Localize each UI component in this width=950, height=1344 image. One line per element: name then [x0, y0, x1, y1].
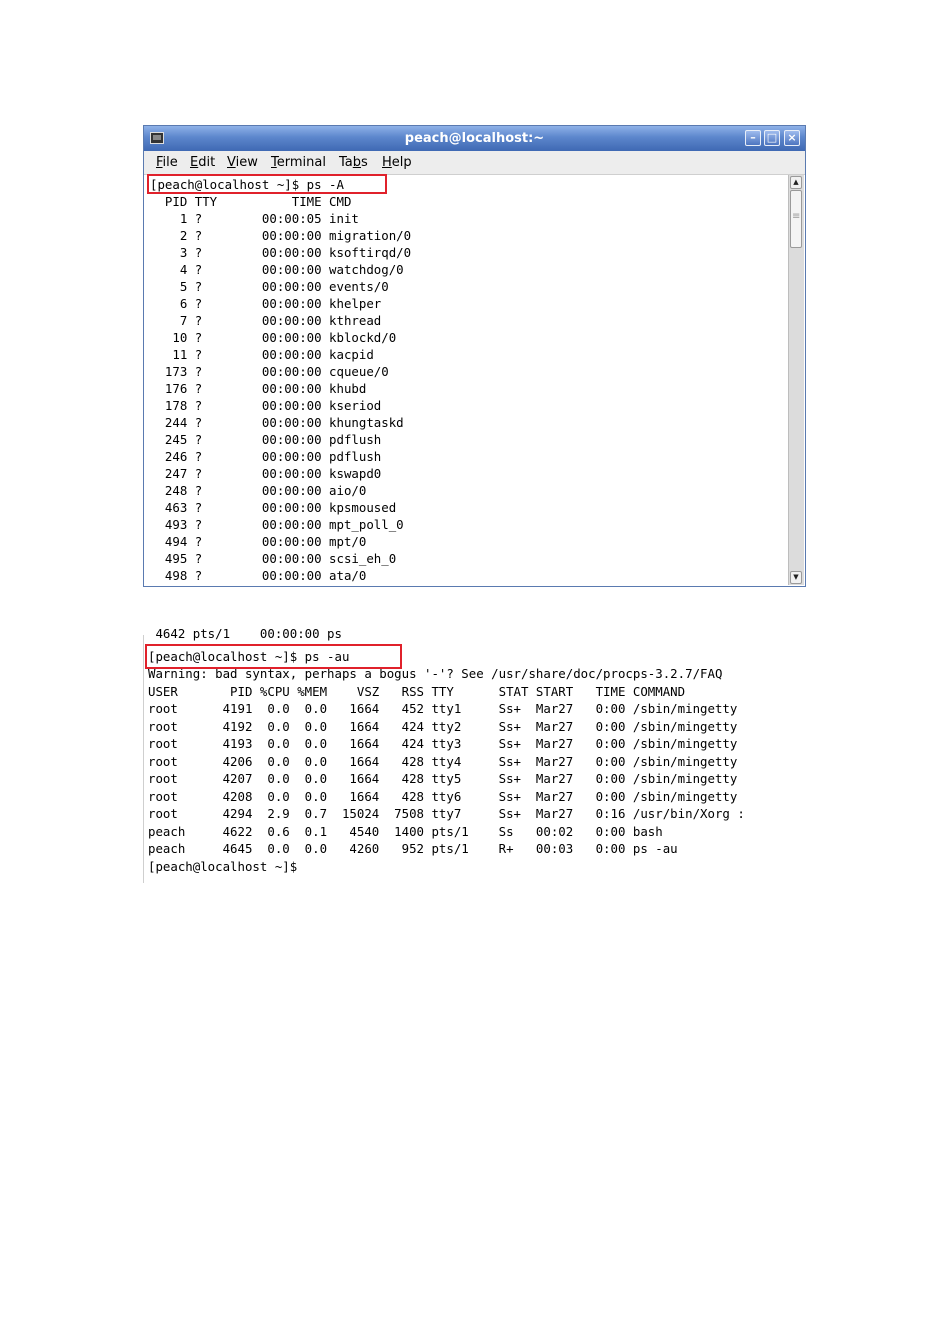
menu-view[interactable]: View [227, 155, 258, 170]
window-title: peach@localhost:~ [404, 131, 545, 146]
process-row: peach 4645 0.0 0.0 4260 952 pts/1 R+ 00:03 0:00 ps -au [148, 841, 678, 856]
process-row: 246 ? 00:00:00 pdflush [150, 449, 382, 464]
vertical-scrollbar[interactable] [788, 175, 804, 585]
process-row: 248 ? 00:00:00 aio/0 [150, 483, 367, 498]
process-row: 244 ? 00:00:00 khungtaskd [150, 415, 404, 430]
process-row: root 4192 0.0 0.0 1664 424 tty2 Ss+ Mar27 0:00 /sbin/mingetty [148, 719, 738, 734]
process-row: 4 ? 00:00:00 watchdog/0 [150, 262, 404, 277]
menu-edit[interactable]: Edit [190, 155, 216, 170]
command-highlight-box [147, 174, 387, 194]
process-row: root 4208 0.0 0.0 1664 428 tty6 Ss+ Mar27 0:00 /sbin/mingetty [148, 789, 738, 804]
menu-help[interactable]: Help [382, 155, 412, 170]
scroll-up-icon[interactable]: ▲ [790, 176, 802, 189]
process-row: 6 ? 00:00:00 khelper [150, 296, 382, 311]
menu-bar [144, 151, 805, 175]
minimize-button[interactable]: – [745, 130, 761, 146]
process-row: peach 4622 0.6 0.1 4540 1400 pts/1 Ss 00:02 0:00 bash [148, 824, 663, 839]
process-row: 178 ? 00:00:00 kseriod [150, 398, 382, 413]
table-header: PID TTY TIME CMD [150, 194, 352, 209]
process-row: root 4206 0.0 0.0 1664 428 tty4 Ss+ Mar27 0:00 /sbin/mingetty [148, 754, 738, 769]
terminal-output[interactable] [144, 175, 788, 586]
scrollbar-thumb[interactable] [790, 190, 802, 248]
process-row: 11 ? 00:00:00 kacpid [150, 347, 374, 362]
process-row: 247 ? 00:00:00 kswapd0 [150, 466, 382, 481]
command-line: [peach@localhost ~]$ ps -au [148, 649, 350, 664]
process-row: 463 ? 00:00:00 kpsmoused [150, 500, 397, 515]
title-bar[interactable] [144, 126, 805, 151]
process-row: 498 ? 00:00:00 ata/0 [150, 568, 367, 583]
process-row: 3 ? 00:00:00 ksoftirqd/0 [150, 245, 412, 260]
command-line: [peach@localhost ~]$ ps -A [150, 177, 344, 192]
table-header: USER PID %CPU %MEM VSZ RSS TTY STAT START TIME COMMAND [148, 684, 686, 699]
process-row: root 4193 0.0 0.0 1664 424 tty3 Ss+ Mar27 0:00 /sbin/mingetty [148, 736, 738, 751]
process-row: 493 ? 00:00:00 mpt_poll_0 [150, 517, 404, 532]
process-row: root 4294 2.9 0.7 15024 7508 tty7 Ss+ Mar27 0:16 /usr/bin/Xorg : [148, 806, 745, 821]
maximize-button[interactable]: □ [764, 130, 780, 146]
clipped-line: 4642 pts/1 00:00:00 ps [148, 626, 342, 641]
process-row: 245 ? 00:00:00 pdflush [150, 432, 382, 447]
command-highlight-box-second [145, 644, 402, 669]
process-row: 173 ? 00:00:00 cqueue/0 [150, 364, 389, 379]
process-row: 494 ? 00:00:00 mpt/0 [150, 534, 367, 549]
terminal-window [143, 125, 806, 587]
process-row: root 4207 0.0 0.0 1664 428 tty5 Ss+ Mar27 0:00 /sbin/mingetty [148, 771, 738, 786]
menu-file[interactable]: File [156, 155, 178, 170]
scroll-down-icon[interactable]: ▼ [790, 571, 802, 584]
menu-terminal[interactable]: Terminal [271, 155, 326, 170]
process-row: 176 ? 00:00:00 khubd [150, 381, 367, 396]
process-row: 2 ? 00:00:00 migration/0 [150, 228, 412, 243]
process-row: 1 ? 00:00:05 init [150, 211, 359, 226]
process-row: 495 ? 00:00:00 scsi_eh_0 [150, 551, 397, 566]
warning-line: Warning: bad syntax, perhaps a bogus '-'? See /usr/share/doc/procps-3.2.7/FAQ [148, 666, 723, 681]
process-row: 5 ? 00:00:00 events/0 [150, 279, 389, 294]
process-row: 10 ? 00:00:00 kblockd/0 [150, 330, 397, 345]
close-button[interactable]: × [784, 130, 800, 146]
process-row: 7 ? 00:00:00 kthread [150, 313, 382, 328]
prompt-line: [peach@localhost ~]$ [148, 859, 298, 874]
menu-tabs[interactable]: Tabs [339, 155, 368, 170]
process-row: root 4191 0.0 0.0 1664 452 tty1 Ss+ Mar27 0:00 /sbin/mingetty [148, 701, 738, 716]
terminal-output-second[interactable] [143, 626, 809, 883]
